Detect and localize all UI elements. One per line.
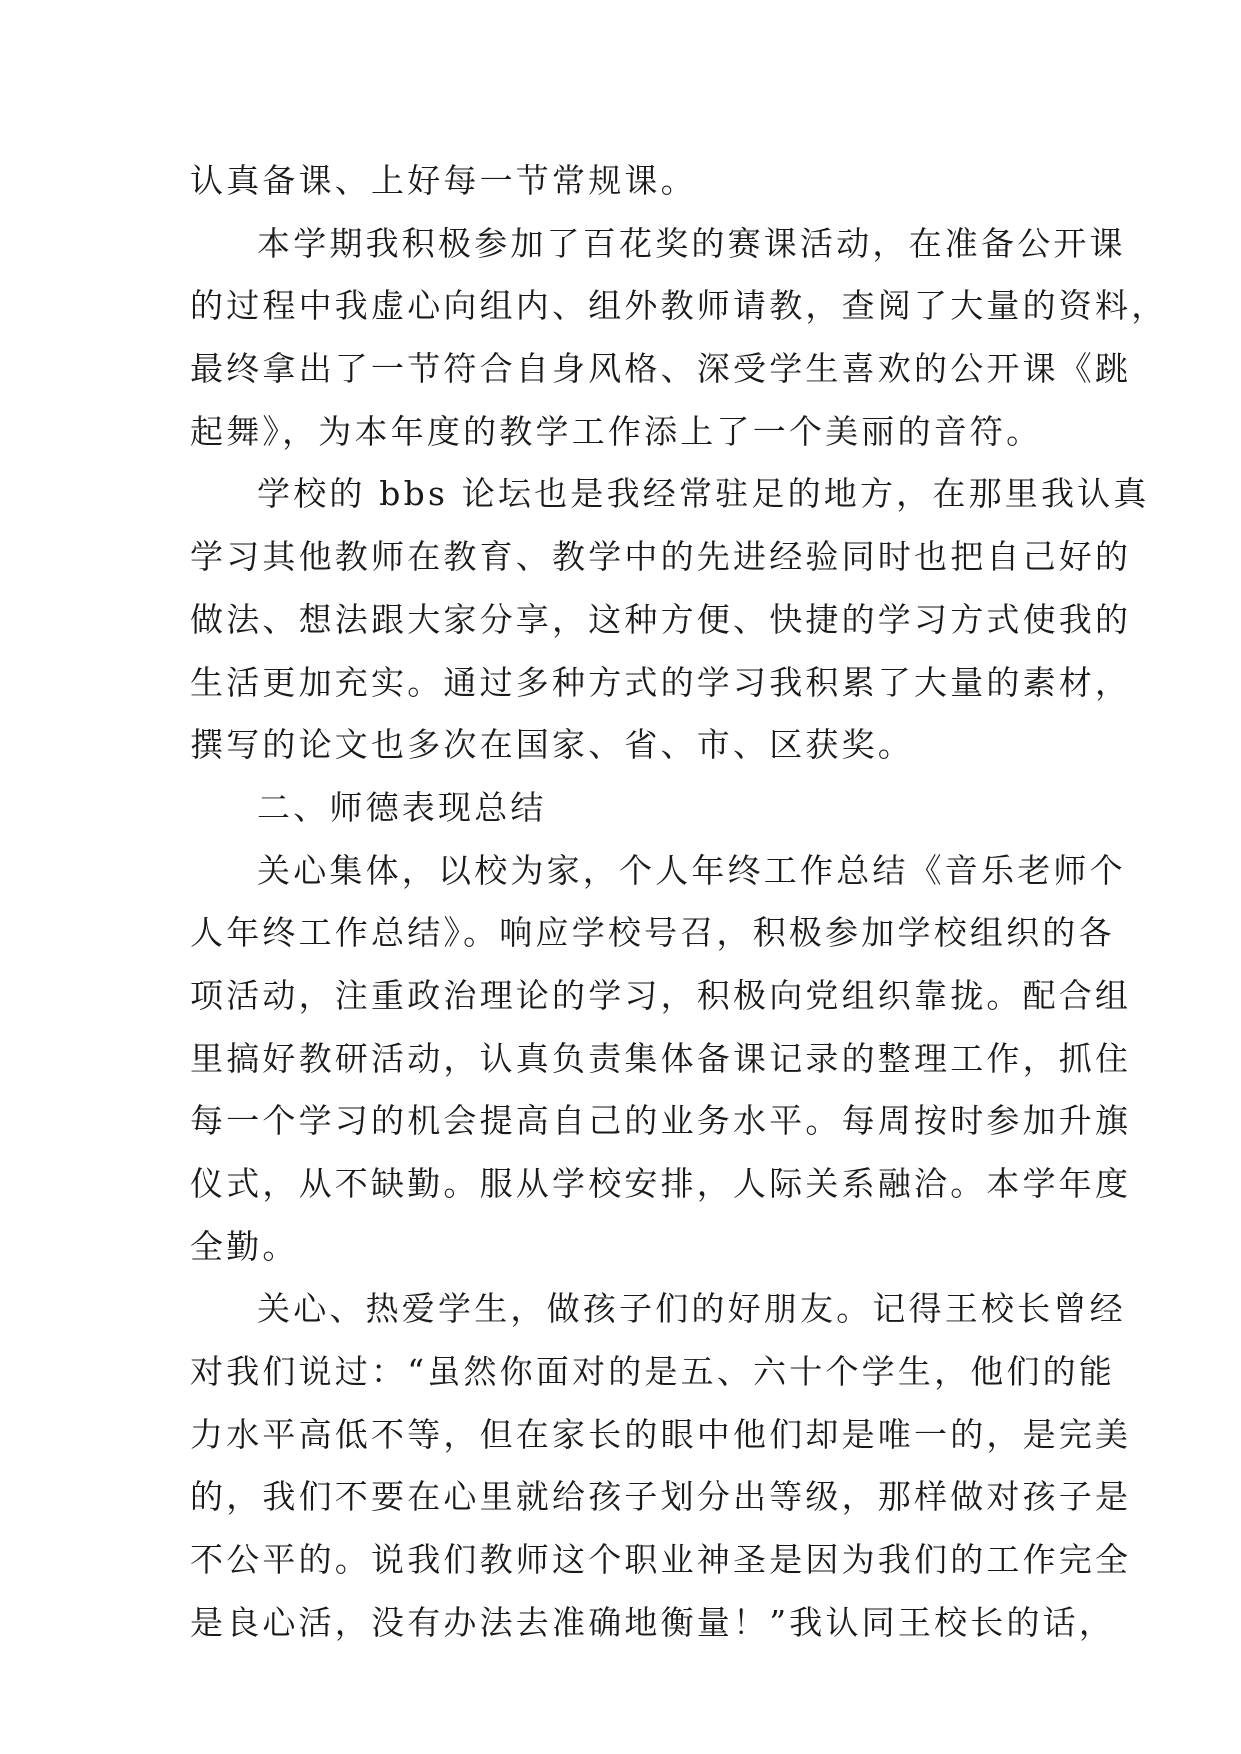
text-line: 的过程中我虚心向组内、组外教师请教，查阅了大量的资料， (190, 286, 1168, 326)
text-line: 学校的 bbs 论坛也是我经常驻足的地方，在那里我认真 (257, 474, 1150, 514)
text-line: 撰写的论文也多次在国家、省、市、区获奖。 (190, 725, 914, 765)
text-line: 全勤。 (190, 1226, 299, 1266)
text-line: 做法、想法跟大家分享，这种方便、快捷的学习方式使我的 (190, 599, 1132, 639)
text-line: 对我们说过：“虽然你面对的是五、六十个学生，他们的能 (190, 1352, 1116, 1392)
text-line: 项活动，注重政治理论的学习，积极向党组织靠拢。配合组 (190, 975, 1132, 1015)
text-line: 力水平高低不等，但在家长的眼中他们却是唯一的，是完美 (190, 1414, 1132, 1454)
text-line: 认真备课、上好每一节常规课。 (190, 161, 697, 200)
text-line: 仪式，从不缺勤。服从学校安排，人际关系融洽。本学年度 (190, 1164, 1132, 1203)
text-line: 的，我们不要在心里就给孩子划分出等级，那样做对孩子是 (190, 1477, 1132, 1517)
text-line: 学习其他教师在教育、教学中的先进经验同时也把自己好的 (190, 537, 1132, 577)
text-line: 最终拿出了一节符合自身风格、深受学生喜欢的公开课《跳 (190, 349, 1132, 389)
text-line: 不公平的。说我们教师这个职业神圣是因为我们的工作完全 (190, 1540, 1132, 1580)
text-line: 人年终工作总结》。响应学校号召，积极参加学校组织的各 (190, 913, 1115, 953)
text-line: 每一个学习的机会提高自己的业务水平。每周按时参加升旗 (190, 1101, 1132, 1141)
text-line: 关心集体，以校为家，个人年终工作总结《音乐老师个 (257, 850, 1126, 890)
text-line: 里搞好教研活动，认真负责集体备课记录的整理工作，抓住 (190, 1038, 1132, 1078)
body-text (190, 150, 1168, 1655)
text-line: 起舞》，为本年度的教学工作添上了一个美丽的音符。 (190, 411, 1043, 451)
text-line: 本学期我积极参加了百花奖的赛课活动，在准备公开课 (257, 223, 1126, 263)
section-heading: 二、师德表现总结 (257, 787, 547, 827)
text-line: 生活更加充实。通过多种方式的学习我积累了大量的素材， (190, 662, 1132, 702)
text-line: 是良心活，没有办法去准确地衡量！”我认同王校长的话， (190, 1602, 1116, 1642)
text-line: 关心、热爱学生，做孩子们的好朋友。记得王校长曾经 (257, 1289, 1126, 1329)
